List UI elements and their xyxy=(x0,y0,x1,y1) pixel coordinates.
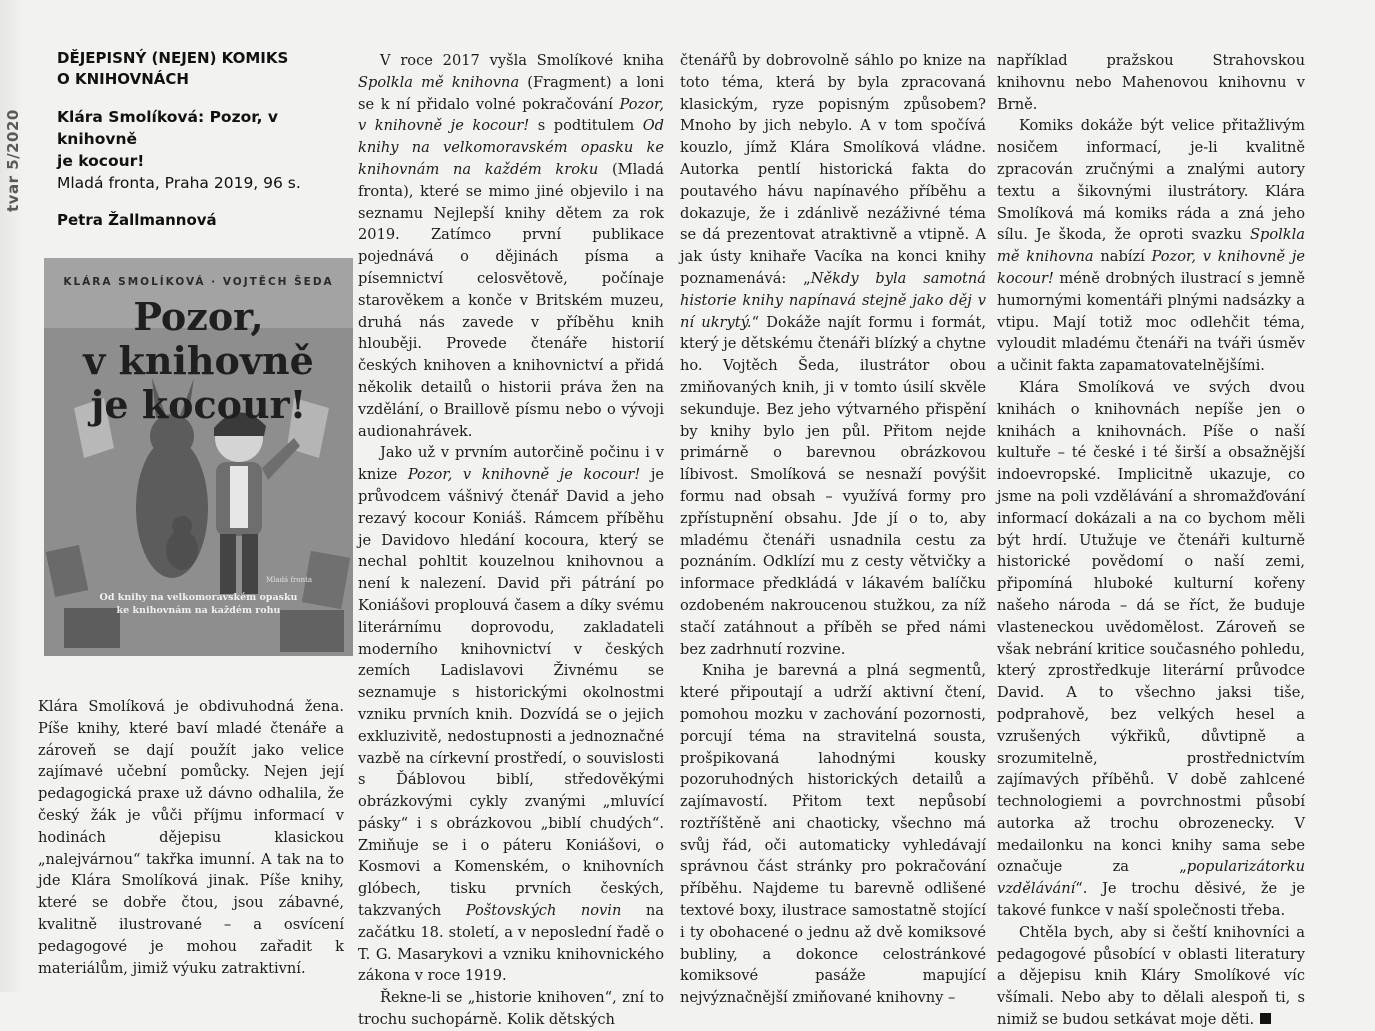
heading-line-2: O KNIHOVNÁCH xyxy=(57,70,189,88)
article-heading xyxy=(57,48,347,90)
column-4 xyxy=(997,50,1305,1031)
paragraph: Klára Smolíková ve svých dvou knihách o knihovnách nepíše jen o knihách a knihovnách. Píše o naší kultuře – té české i té širší a obsažnější indoevropské. Implicitně ukazuje, co jsme na poli vzdělávání a shromažďování informací dokázali a na co bychom měli být hrdí. Utužuje ve čtenáři kulturně historické povědomí o naší zemi, připomíná hluboké kulturní kořeny našeho národa – dá se říct, že buduje vlasteneckou uvědomělost. Zároveň se však nebrání kritice současného pohledu, který zprostředkuje literární průvodce David. A to všechno jaksi tiše, podprahově, bez velkých hesel a vzrušených výkřiků, důvtipně a srozumitelně, prostřednictvím zajímavých příběhů. V době zahlcené technologiemi a povrchnostmi působí autorka až trochu obrozenecky. V medailonku na konci knihy sama sebe označuje za „popularizátorku vzdělávání“. Je trochu děsivé, že je takové funkce v naší společnosti třeba. xyxy=(997,378,1305,920)
book-cover-image xyxy=(44,258,353,656)
column-2 xyxy=(358,50,664,1031)
paragraph: například pražskou Strahovskou knihovnu nebo Mahenovou knihovnu v Brně. xyxy=(997,52,1305,113)
heading-line-1: DĚJEPISNÝ (NEJEN) KOMIKS xyxy=(57,49,289,67)
cover-title-line-1: Pozor, xyxy=(133,294,264,339)
cover-subtitle-line-1: Od knihy na velkomoravském opasku xyxy=(99,592,298,603)
paragraph: Kniha je barevná a plná segmentů, které připoutají a udrží aktivní čtení, pomohou mozku v zachování pozornosti, porcují téma na stravitelná sousta, prošpikovaná lahodnými kousky pozoruhodných historických detailů a zajímavostí. Přitom text nepůsobí roztříštěně ani chaoticky, všechno má svůj řád, oči automaticky vyhledávají správnou část stránky pro pokračování příběhu. Najdeme tu barevně odlišené textové boxy, ilustrace samostatně stojící i ty obohacené o jednu až dvě komiksové bubliny, a dokonce celostránkové komiksové pasáže mapující nejvýznačnější zmiňované knihovny – xyxy=(680,662,986,1007)
paragraph: Klára Smolíková je obdivuhodná žena. Píše knihy, které baví mladé čtenáře a zároveň se dají použít jako velice zajímavé učební pomůcky. Nejen její pedagogická praxe už dávno odhalila, že český žák je vůči příjmu informací v hodinách dějepisu klasickou „nalejvárnou“ takřka imunní. A tak na to jde Klára Smolíková jinak. Píše knihy, které se dobře čtou, jsou zábavné, kvalitně ilustrované – a osvícení pedagogové je mohou zařadit k materiálům, jimiž výuku zatraktivní. xyxy=(38,698,344,977)
cover-title-line-3: je kocour! xyxy=(90,382,307,427)
column-3 xyxy=(680,50,986,1009)
paragraph: Chtěla bych, aby si čeští knihovníci a pedagogové působící v oblasti literatury a dějepisu knih Kláry Smolíkové víc všímali. Nebo aby to dělali alespoň ti, s nimiž se budou setkávat moje děti. xyxy=(997,923,1305,1029)
book-publisher: Mladá fronta, Praha 2019, 96 s. xyxy=(57,174,301,192)
cover-subtitle-line-2: ke knihovnám na každém rohu xyxy=(116,605,281,616)
end-of-article-mark xyxy=(1260,1013,1271,1024)
paragraph: čtenářů by dobrovolně sáhlo po knize na toto téma, která by byla zpracovaná klasickým, ryze popisným způsobem? Mnoho by jich nebylo. A v tom spočívá kouzlo, jímž Klára Smolíková vládne. Autorka pentlí historická fakta do poutavého hávu napínavého příběhu a dokazuje, že i zdánlivě nezáživné téma se dá prezentovat atraktivně a vtipně. A jak ústy knihaře Vacíka na konci knihy poznamenává: „Někdy byla samotná historie knihy napínavá stejně jako děj v ní ukrytý.“ Dokáže najít formu i formát, který je dětskému čtenáři blízký a chytne ho. Vojtěch Šeda, ilustrátor obou zmiňovaných knih, ji v tomto úsilí skvěle sekunduje. Bez jeho výtvarného přispění by knihy bylo jen půl. Přitom nejde primárně o barevnou obrázkovou líbivost. Smolíková se nesnaží povýšit formu nad obsah – využívá formy pro zpřístupnění obsahu. Jde jí o to, aby mladému čtenáři usnadnila cestu za poznáním. Odklízí mu z cesty větvičky a informace předkládá v lákavém balíčku ozdobeném nakroucenou stužkou, za níž stačí zatáhnout a příběh se před námi bez zadrhnutí rozvine. xyxy=(680,52,986,658)
paragraph: Komiks dokáže být velice přitažlivým nosičem informací, je-li kvalitně zpracován zručnými a znalými autory textu a šikovnými ilustrátory. Klára Smolíková má komiks ráda a zná jeho sílu. Je škoda, že oproti svazku Spolkla mě knihovna nabízí Pozor, v knihovně je kocour! méně drobných ilustrací s jemně humornými komentáři plnými nadsázky a vtipu. Mají totiž moc odlehčit téma, vyloudit mladému čtenáři na tváři úsměv a učinit fakta zapamatovatelnějšími. xyxy=(997,117,1305,375)
article-author: Petra Žallmannová xyxy=(57,211,217,229)
paragraph: V roce 2017 vyšla Smolíkové kniha Spolkla mě knihovna (Fragment) a loni se k ní přidalo volné pokračování Pozor, v knihovně je kocour! s podtitulem Od knihy na velkomoravském opasku ke knihovnám na každém kroku (Mladá fronta), které se mimo jiné objevilo i na seznamu Nejlepší knihy dětem za rok 2019. Zatímco první publikace pojednává o dějinách písma a písemnictví celosvětově, počínaje starověkem a konče v Britském muzeu, druhá nás zavede v příběhu knih hlouběji. Provede čtenáře historií českých knihoven a knihovnictví a přidá několik detailů o historii práva žen na vzdělání, o Braillově písmu nebo o vývoji audionahrávek. xyxy=(358,52,664,440)
column-1 xyxy=(38,696,344,979)
paragraph: Jako už v prvním autorčině počinu i v knize Pozor, v knihovně je kocour! je průvodcem vášnivý čtenář David a jeho rezavý kocour Koniáš. Rámcem příběhu je Davidovo hledání kocoura, který se nechal pohltit kouzelnou knihovnou a není k nalezení. David při pátrání po Koniášovi proplouvá časem a díky svému literárnímu doprovodu, zakladateli moderního knihovnictví v českých zemích Ladislavovi Živnému se seznamuje s historickými okolnostmi vzniku prvních knih. Dozvídá se o jejich exkluzivitě, nedostupnosti a jednoznačné vazbě na církevní prostředí, o souvislosti s Ďáblovou biblí, středověkými obrázkovými cykly zvanými „mluvící pásky“ i s obrázkovou „biblí chudých“. Zmiňuje se i o páteru Koniášovi, o Kosmovi a Komenském, o knihovních glóbech, tisku prvních českých, takzvaných Poštovských novin na začátku 18. století, a v neposlední řadě o T. G. Masarykovi a vzniku knihovnického zákona v roce 1919. xyxy=(358,444,665,985)
book-title-line-1: Klára Smolíková: Pozor, v knihovně xyxy=(57,108,279,148)
cover-authors: KLÁRA SMOLÍKOVÁ · VOJTĚCH ŠEDA xyxy=(63,276,334,288)
cover-publisher-mark: Mladá fronta xyxy=(266,576,313,584)
page-spine xyxy=(0,0,26,992)
book-info xyxy=(57,106,357,194)
magazine-issue-label: tvar 5/2020 xyxy=(4,109,22,212)
book-title-line-2: je kocour! xyxy=(57,152,145,170)
cover-title-line-2: v knihovně xyxy=(83,338,314,383)
paragraph: Řekne-li se „historie knihoven“, zní to trochu suchopárně. Kolik dětských xyxy=(358,989,664,1029)
